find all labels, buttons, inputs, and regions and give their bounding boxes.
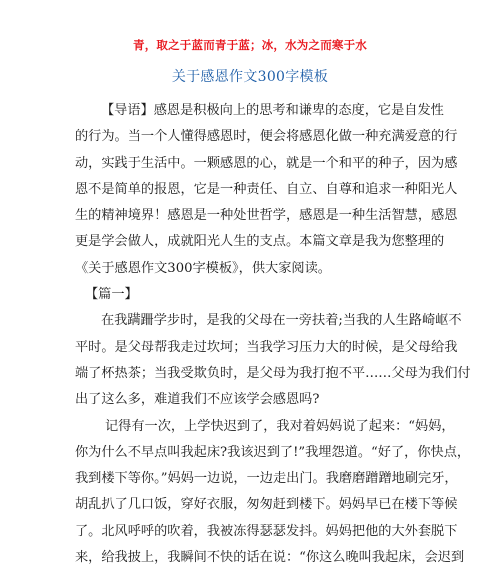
text-line: 来，给我披上，我瞬间不快的话在说：“你这么晚叫我起床，会迟到 — [75, 550, 465, 566]
text-line: 【导语】感恩是积极向上的思考和谦卑的态度，它是自发性 — [101, 103, 444, 118]
text-line: 恩不是简单的报恩，它是一种责任、自立、自尊和追求一种阳光人 — [75, 181, 458, 197]
document-body — [75, 98, 471, 566]
header-motto: 青，取之于蓝而青于蓝；冰，水为之而寒于水 — [133, 38, 367, 52]
text-line: 端了杯热茶；当我受欺负时，是父母为我打抱不平……父母为我们付 — [75, 365, 471, 381]
text-line: 我到楼下等你。”妈妈一边说，一边走出门。我磨磨蹭蹭地刷完牙， — [75, 471, 458, 487]
section-label: 【篇一】 — [85, 287, 138, 303]
paragraph-2 — [75, 414, 471, 566]
text-line: 记得有一次，上学快迟到了，我对着妈妈说了起来：“妈妈， — [105, 418, 455, 434]
text-line: 生的精神境界！感恩是一种处世哲学，感恩是一种生活智慧，感恩 — [75, 208, 458, 224]
document-title: 关于感恩作文300字模板 — [171, 69, 329, 85]
paragraph-1 — [75, 308, 471, 413]
text-line: 了。北风呼呼的吹着，我被冻得瑟瑟发抖。妈妈把他的大外套脱下 — [75, 523, 458, 539]
text-line: 你为什么不早点叫我起床?我该迟到了!”我埋怨道。“好了，你快点， — [75, 444, 471, 460]
text-line: 胡乱扒了几口饭，穿好衣服，匆匆赶到楼下。妈妈早已在楼下等候 — [75, 497, 458, 513]
text-line: 动，实践于生活中。一颗感恩的心，就是一个和平的种子，因为感 — [75, 155, 458, 171]
text-line: 在我蹒跚学步时，是我的父母在一旁扶着;当我的人生路崎岖不 — [101, 313, 462, 329]
intro-paragraph — [75, 98, 458, 282]
text-line: 更是学会做人，成就阳光人生的支点。本篇文章是我为您整理的 — [75, 234, 445, 250]
text-line: 《关于感恩作文300字模板》，供大家阅读。 — [75, 260, 331, 276]
text-line: 的行为。当一个人懂得感恩时，便会将感恩化做一种充满爱意的行 — [75, 129, 458, 145]
text-line: 出了这么多，难道我们不应该学会感恩吗? — [75, 392, 320, 408]
text-line: 平时。是父母帮我走过坎坷；当我学习压力大的时候，是父母给我 — [75, 339, 458, 355]
